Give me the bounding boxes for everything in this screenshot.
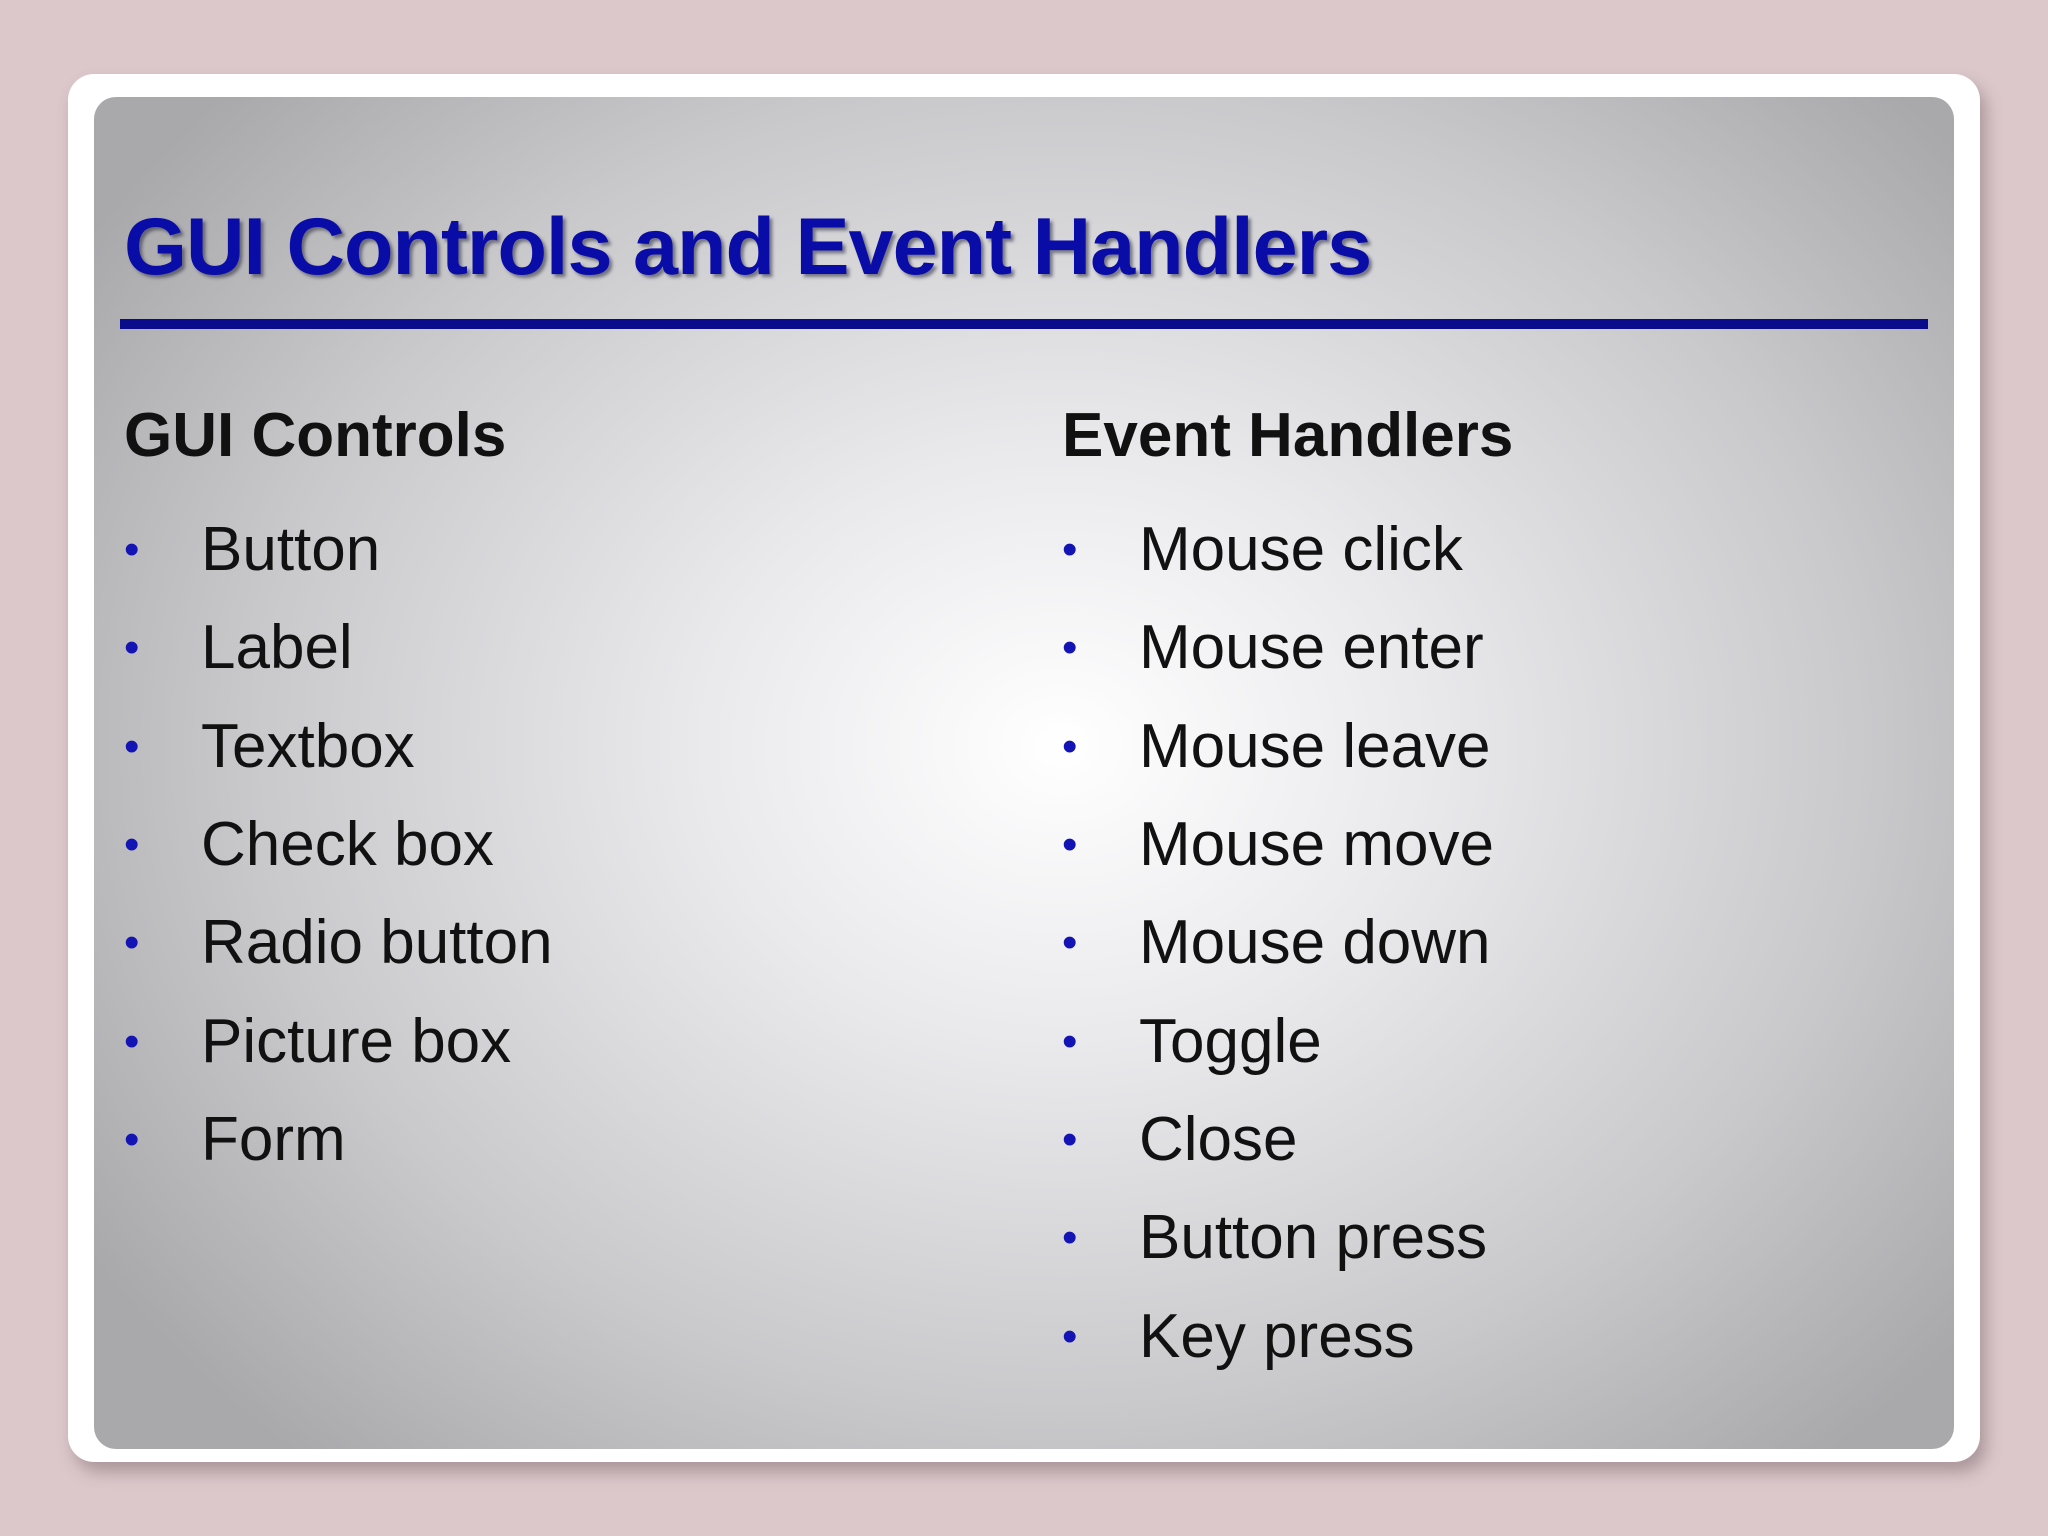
list-item: • Label [124, 613, 353, 683]
column-heading: GUI Controls [124, 401, 507, 470]
list-item: • Mouse click [1062, 515, 1463, 585]
gui-controls-column [124, 397, 1004, 1189]
list-item: • Close [1062, 1104, 1298, 1174]
bullet-icon: • [124, 820, 140, 870]
bullet-icon: • [1062, 525, 1078, 575]
list-item: • Picture box [124, 1006, 512, 1076]
bullet-icon: • [1062, 721, 1078, 771]
list-item: • Button press [1062, 1203, 1488, 1273]
title-underline [120, 319, 1928, 329]
bullet-icon: • [1062, 918, 1078, 968]
list-item: • Mouse down [1062, 908, 1491, 978]
list-item: • Textbox [124, 711, 415, 781]
list-item: • Check box [124, 810, 494, 880]
bullet-icon: • [1062, 820, 1078, 870]
event-handlers-column [1062, 397, 1922, 1386]
bullet-icon: • [1062, 1311, 1078, 1361]
column-heading: Event Handlers [1062, 401, 1514, 470]
event-handlers-list [1062, 501, 1922, 1386]
list-item: • Key press [1062, 1301, 1415, 1371]
gui-controls-list [124, 501, 1004, 1189]
bullet-icon: • [124, 918, 140, 968]
list-item: • Form [124, 1104, 346, 1174]
list-item: • Button [124, 515, 381, 585]
slide-title: GUI Controls and Event Handlers [124, 202, 1372, 292]
list-item: • Radio button [124, 908, 553, 978]
bullet-icon: • [124, 623, 140, 673]
bullet-icon: • [1062, 1114, 1078, 1164]
bullet-icon: • [124, 1016, 140, 1066]
list-item: • Mouse move [1062, 810, 1494, 880]
list-item: • Mouse leave [1062, 711, 1491, 781]
bullet-icon: • [124, 1114, 140, 1164]
bullet-icon: • [1062, 623, 1078, 673]
bullet-icon: • [1062, 1016, 1078, 1066]
list-item: • Toggle [1062, 1006, 1322, 1076]
bullet-icon: • [124, 721, 140, 771]
bullet-icon: • [1062, 1213, 1078, 1263]
bullet-icon: • [124, 525, 140, 575]
list-item: • Mouse enter [1062, 613, 1484, 683]
slide [94, 97, 1954, 1449]
